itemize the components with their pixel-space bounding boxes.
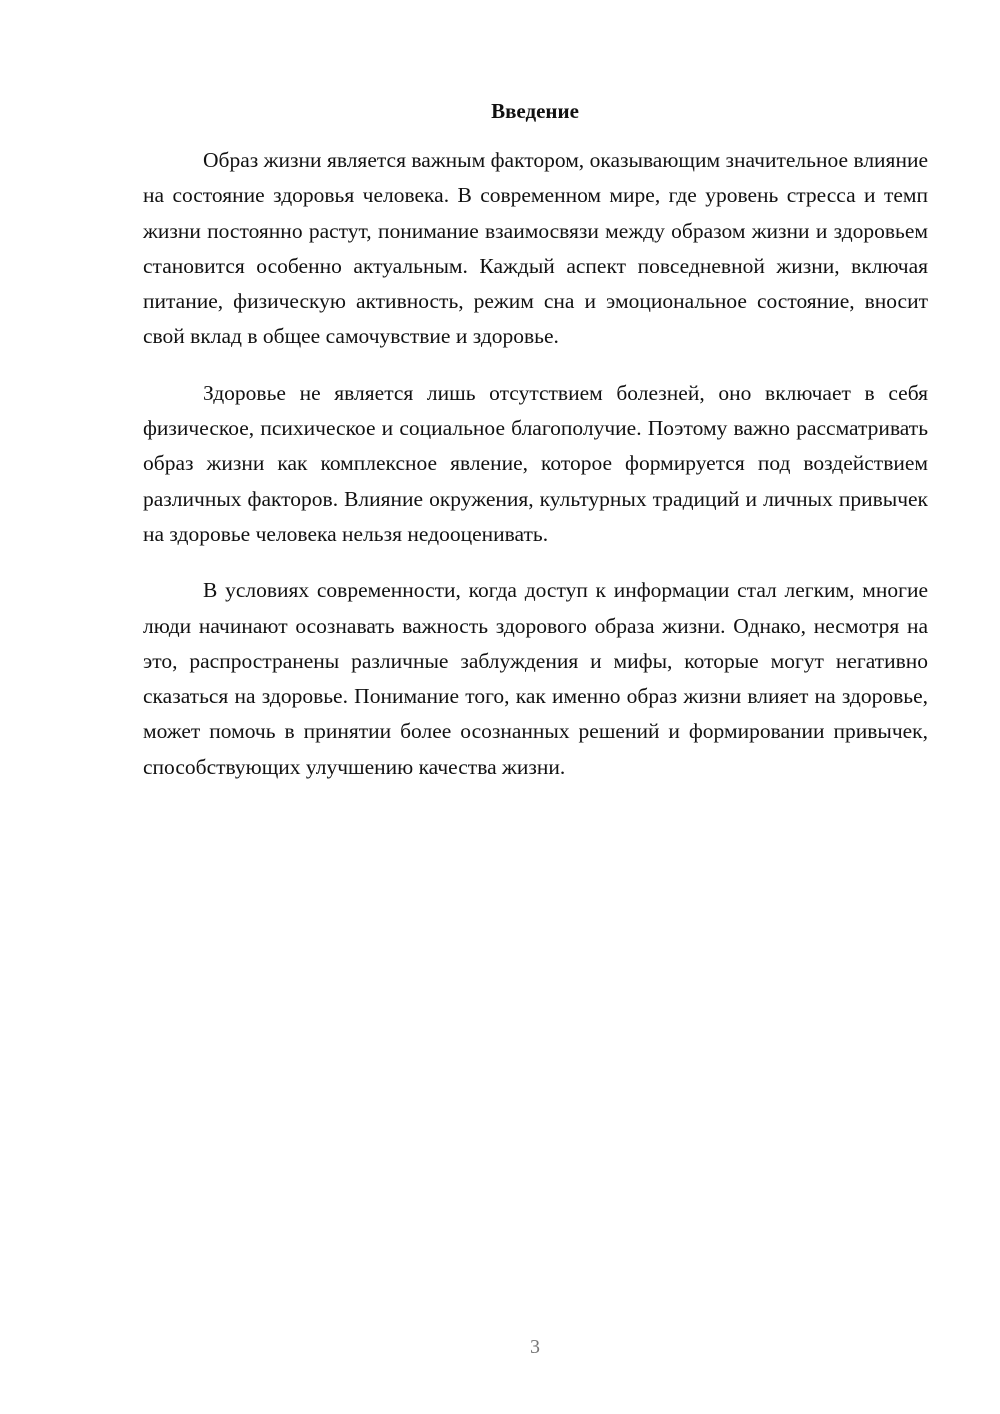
section-title: Введение	[491, 99, 579, 123]
paragraph-1: Образ жизни является важным фактором, оказывающим значительное влияние на состояние здоровья человека. В современном мире, где уровень стресса и темп жизни постоянно растут, понимание взаимосвязи между образом жизни и здоровьем становится особенно актуальным. Каждый аспект повседневной жизни, включая питание, физическую активность, режим сна и эмоциональное состояние, вносит свой вклад в общее самочувствие и здоровье.	[143, 148, 928, 349]
paragraph-3: В условиях современности, когда доступ к информации стал легким, многие люди начинают осознавать важность здорового образа жизни. Однако, несмотря на это, распространены различные заблуждения и мифы, которые могут негативно сказаться на здоровье. Понимание того, как именно образ жизни влияет на здоровье, может помочь в принятии более осознанных решений и формировании привычек, способствующих улучшению качества жизни.	[143, 578, 928, 779]
document-body	[143, 143, 928, 785]
page-number: 3	[530, 1336, 540, 1358]
paragraph-2: Здоровье не является лишь отсутствием болезней, оно включает в себя физическое, психическое и социальное благополучие. Поэтому важно рассматривать образ жизни как комплексное явление, которое формируется под воздействием различных факторов. Влияние окружения, культурных традиций и личных привычек на здоровье человека нельзя недооценивать.	[143, 380, 928, 546]
